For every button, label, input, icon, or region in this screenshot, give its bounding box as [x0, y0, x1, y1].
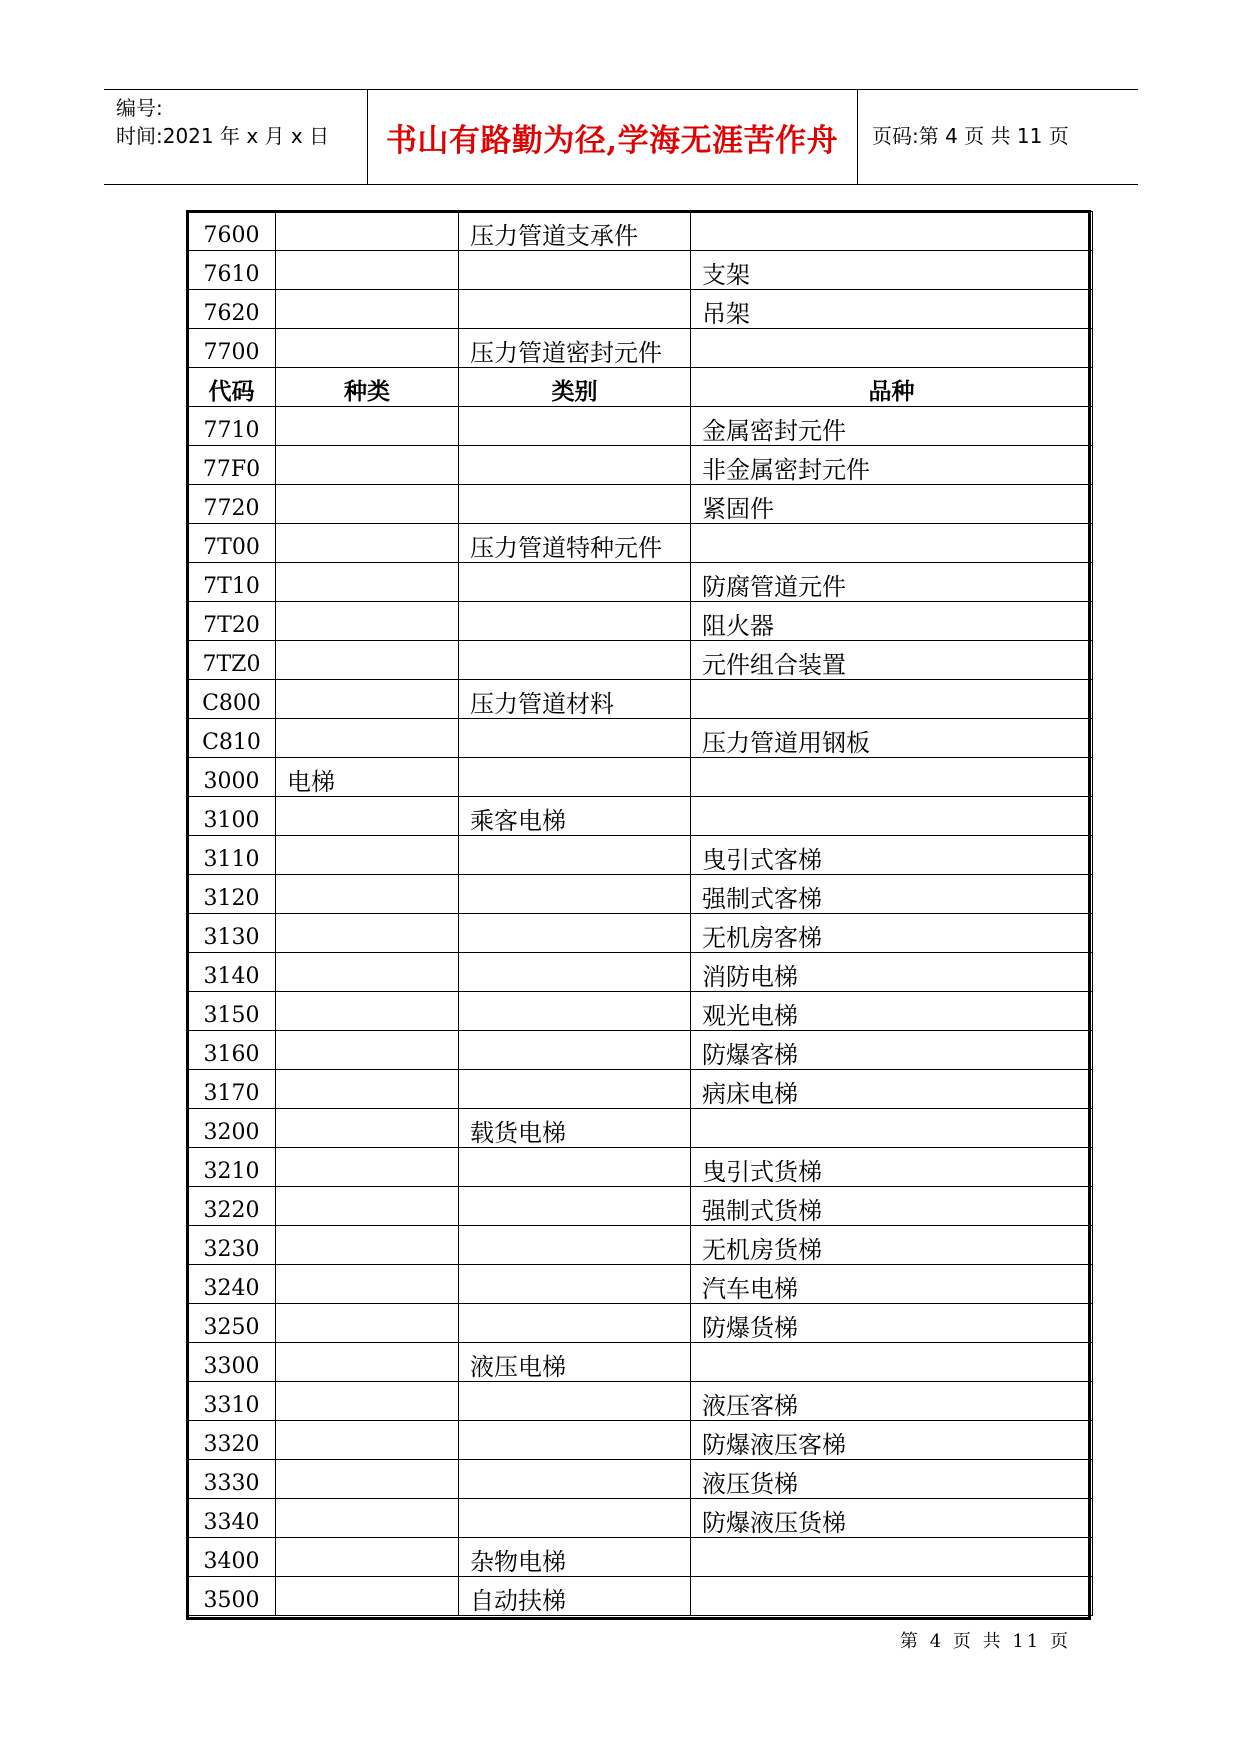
category-cell [459, 641, 691, 680]
kind-cell [276, 563, 459, 602]
category-cell [459, 446, 691, 485]
kind-cell [276, 290, 459, 329]
variety-cell: 曳引式货梯 [691, 1148, 1093, 1187]
variety-cell: 品种 [691, 368, 1093, 407]
variety-cell: 防爆液压货梯 [691, 1499, 1093, 1538]
category-cell [459, 485, 691, 524]
category-cell [459, 875, 691, 914]
code-cell: 3310 [188, 1382, 276, 1421]
table-row [188, 407, 1093, 446]
variety-cell: 无机房货梯 [691, 1226, 1093, 1265]
code-cell: 3170 [188, 1070, 276, 1109]
table-row [188, 212, 1093, 251]
variety-cell: 液压货梯 [691, 1460, 1093, 1499]
variety-cell: 防爆客梯 [691, 1031, 1093, 1070]
variety-cell: 支架 [691, 251, 1093, 290]
code-cell: 7700 [188, 329, 276, 368]
kind-cell [276, 836, 459, 875]
code-cell: 7TZ0 [188, 641, 276, 680]
code-cell: 3200 [188, 1109, 276, 1148]
kind-cell [276, 1187, 459, 1226]
table-row [188, 446, 1093, 485]
variety-cell: 强制式货梯 [691, 1187, 1093, 1226]
category-cell: 乘客电梯 [459, 797, 691, 836]
code-cell: 7620 [188, 290, 276, 329]
variety-cell [691, 212, 1093, 251]
kind-cell [276, 1499, 459, 1538]
kind-cell [276, 446, 459, 485]
variety-cell: 非金属密封元件 [691, 446, 1093, 485]
code-cell: 3320 [188, 1421, 276, 1460]
code-cell: 3330 [188, 1460, 276, 1499]
variety-cell: 紧固件 [691, 485, 1093, 524]
variety-cell: 防爆货梯 [691, 1304, 1093, 1343]
kind-cell [276, 407, 459, 446]
category-cell [459, 1226, 691, 1265]
variety-cell [691, 1343, 1093, 1382]
table-row [188, 797, 1093, 836]
variety-cell [691, 797, 1093, 836]
variety-cell [691, 758, 1093, 797]
kind-cell [276, 1538, 459, 1577]
code-cell: 代码 [188, 368, 276, 407]
variety-cell: 曳引式客梯 [691, 836, 1093, 875]
category-cell [459, 1421, 691, 1460]
table-row [188, 1538, 1093, 1577]
code-cell: C810 [188, 719, 276, 758]
category-cell [459, 914, 691, 953]
table-row [188, 524, 1093, 563]
kind-cell [276, 1265, 459, 1304]
category-cell [459, 836, 691, 875]
variety-cell: 防腐管道元件 [691, 563, 1093, 602]
header-page-number: 页码:第 4 页 共 11 页 [872, 124, 1069, 148]
variety-cell [691, 524, 1093, 563]
table-row [188, 836, 1093, 875]
kind-cell [276, 212, 459, 251]
code-cell: 3130 [188, 914, 276, 953]
table-row [188, 1226, 1093, 1265]
variety-cell [691, 1577, 1093, 1616]
table-row [188, 1382, 1093, 1421]
table-row [188, 1148, 1093, 1187]
page-header [104, 89, 1138, 185]
table-row [188, 1265, 1093, 1304]
code-cell: 77F0 [188, 446, 276, 485]
code-cell: 3220 [188, 1187, 276, 1226]
kind-cell [276, 797, 459, 836]
category-cell [459, 719, 691, 758]
variety-cell [691, 1538, 1093, 1577]
kind-cell [276, 992, 459, 1031]
table-row [188, 485, 1093, 524]
code-cell: 7600 [188, 212, 276, 251]
category-cell: 自动扶梯 [459, 1577, 691, 1616]
code-cell: 3240 [188, 1265, 276, 1304]
category-cell [459, 758, 691, 797]
kind-cell [276, 641, 459, 680]
category-cell: 液压电梯 [459, 1343, 691, 1382]
table-row [188, 992, 1093, 1031]
code-cell: 7610 [188, 251, 276, 290]
category-cell [459, 953, 691, 992]
table-row [188, 1343, 1093, 1382]
code-cell: 3110 [188, 836, 276, 875]
variety-cell: 压力管道用钢板 [691, 719, 1093, 758]
code-cell: 3120 [188, 875, 276, 914]
kind-cell [276, 1031, 459, 1070]
variety-cell: 观光电梯 [691, 992, 1093, 1031]
category-cell [459, 1187, 691, 1226]
kind-cell [276, 1070, 459, 1109]
table-row [188, 953, 1093, 992]
table-row [188, 680, 1093, 719]
kind-cell [276, 719, 459, 758]
table-row [188, 251, 1093, 290]
category-cell: 压力管道支承件 [459, 212, 691, 251]
code-cell: 3500 [188, 1577, 276, 1616]
table-row [188, 641, 1093, 680]
category-cell [459, 1148, 691, 1187]
kind-cell [276, 329, 459, 368]
kind-cell [276, 1304, 459, 1343]
kind-cell [276, 1382, 459, 1421]
variety-cell: 汽车电梯 [691, 1265, 1093, 1304]
code-cell: 3100 [188, 797, 276, 836]
variety-cell: 金属密封元件 [691, 407, 1093, 446]
kind-cell [276, 524, 459, 563]
code-cell: 3150 [188, 992, 276, 1031]
kind-cell [276, 1148, 459, 1187]
table-row [188, 1499, 1093, 1538]
code-cell: 7T20 [188, 602, 276, 641]
variety-cell: 防爆液压客梯 [691, 1421, 1093, 1460]
kind-cell: 种类 [276, 368, 459, 407]
code-cell: 7T00 [188, 524, 276, 563]
variety-cell: 元件组合装置 [691, 641, 1093, 680]
table-row [188, 1070, 1093, 1109]
category-cell: 类别 [459, 368, 691, 407]
code-cell: 7710 [188, 407, 276, 446]
category-cell [459, 563, 691, 602]
category-cell [459, 251, 691, 290]
code-cell: 7T10 [188, 563, 276, 602]
code-cell: 3140 [188, 953, 276, 992]
document-number-label: 编号: [116, 96, 163, 120]
variety-cell: 无机房客梯 [691, 914, 1093, 953]
kind-cell [276, 953, 459, 992]
variety-cell [691, 1109, 1093, 1148]
kind-cell [276, 602, 459, 641]
category-cell [459, 1031, 691, 1070]
category-cell [459, 1460, 691, 1499]
category-cell [459, 1265, 691, 1304]
table-row [188, 290, 1093, 329]
variety-cell: 强制式客梯 [691, 875, 1093, 914]
code-cell: 3230 [188, 1226, 276, 1265]
kind-cell [276, 914, 459, 953]
table-row [188, 1304, 1093, 1343]
code-cell: 3000 [188, 758, 276, 797]
table-row [188, 1577, 1093, 1616]
category-cell [459, 602, 691, 641]
kind-cell [276, 1421, 459, 1460]
kind-cell: 电梯 [276, 758, 459, 797]
kind-cell [276, 1226, 459, 1265]
table-row [188, 563, 1093, 602]
category-cell: 压力管道材料 [459, 680, 691, 719]
code-cell: 3400 [188, 1538, 276, 1577]
table-row [188, 875, 1093, 914]
code-cell: 3250 [188, 1304, 276, 1343]
category-cell: 载货电梯 [459, 1109, 691, 1148]
variety-cell [691, 329, 1093, 368]
kind-cell [276, 251, 459, 290]
table-row [188, 719, 1093, 758]
code-cell: 3300 [188, 1343, 276, 1382]
table-row [188, 602, 1093, 641]
header-meta [116, 94, 329, 150]
kind-cell [276, 1577, 459, 1616]
table-row [188, 1187, 1093, 1226]
variety-cell: 液压客梯 [691, 1382, 1093, 1421]
code-cell: 7720 [188, 485, 276, 524]
category-cell [459, 290, 691, 329]
category-cell [459, 1304, 691, 1343]
table-row [188, 1031, 1093, 1070]
code-cell: 3210 [188, 1148, 276, 1187]
kind-cell [276, 680, 459, 719]
footer-page-number: 第 4 页 共 11 页 [900, 1631, 1071, 1652]
code-cell: C800 [188, 680, 276, 719]
table-header-row [188, 368, 1093, 407]
variety-cell [691, 680, 1093, 719]
table-row [188, 329, 1093, 368]
header-motto: 书山有路勤为径,学海无涯苦作舟 [385, 122, 839, 159]
table-row [188, 758, 1093, 797]
category-cell [459, 1070, 691, 1109]
kind-cell [276, 1109, 459, 1148]
table-row [188, 1421, 1093, 1460]
kind-cell [276, 1460, 459, 1499]
table-body [188, 212, 1093, 1616]
kind-cell [276, 875, 459, 914]
kind-cell [276, 485, 459, 524]
code-cell: 3160 [188, 1031, 276, 1070]
category-cell: 压力管道密封元件 [459, 329, 691, 368]
category-cell [459, 407, 691, 446]
table-row [188, 1109, 1093, 1148]
code-cell: 3340 [188, 1499, 276, 1538]
table-row [188, 914, 1093, 953]
category-cell [459, 992, 691, 1031]
category-cell [459, 1499, 691, 1538]
table-row [188, 1460, 1093, 1499]
document-time-label: 时间:2021 年 x 月 x 日 [116, 124, 330, 148]
variety-cell: 病床电梯 [691, 1070, 1093, 1109]
kind-cell [276, 1343, 459, 1382]
category-cell [459, 1382, 691, 1421]
classification-table [187, 211, 1093, 1616]
category-cell: 杂物电梯 [459, 1538, 691, 1577]
variety-cell: 阻火器 [691, 602, 1093, 641]
variety-cell: 消防电梯 [691, 953, 1093, 992]
header-divider [857, 90, 858, 184]
variety-cell: 吊架 [691, 290, 1093, 329]
category-cell: 压力管道特种元件 [459, 524, 691, 563]
